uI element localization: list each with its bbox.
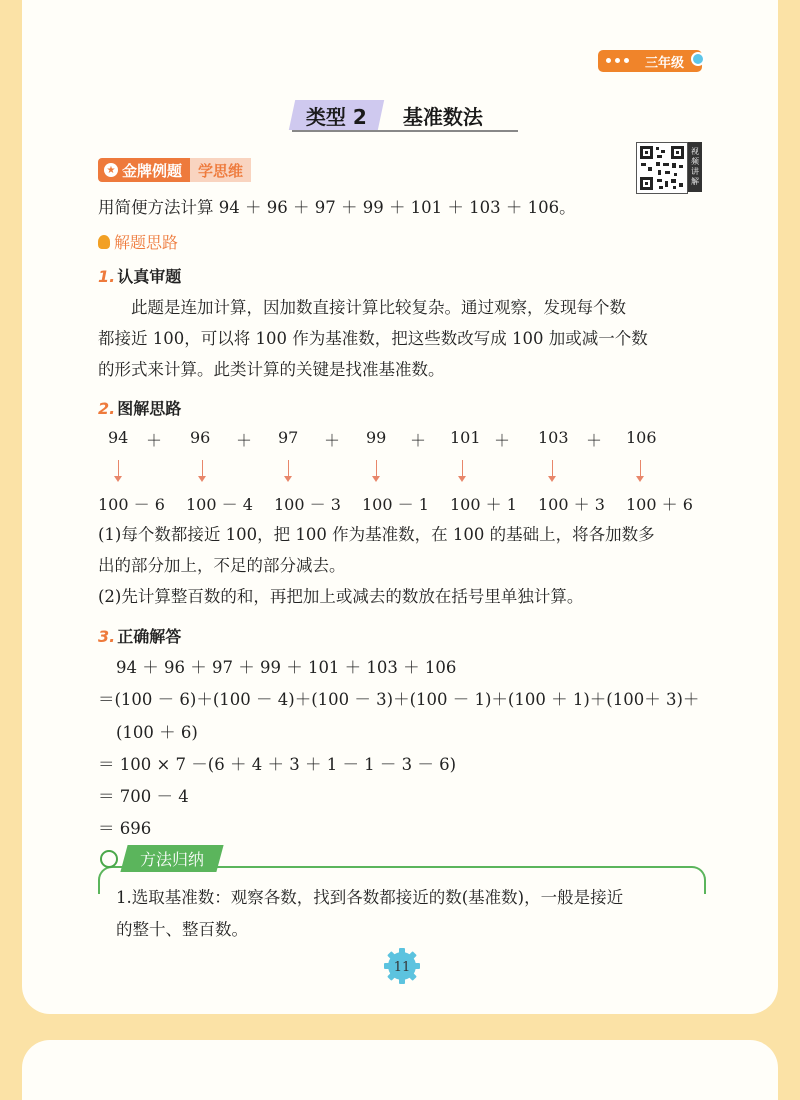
down-arrow-icon [202,460,203,480]
solution-line: ＝ 100 × 7 －(6 ＋ 4 ＋ 3 ＋ 1 － 1 － 3 － 6) [98,754,457,774]
badge-sub: 学思维 [190,158,251,182]
qr-code-icon[interactable] [636,142,688,194]
diagram-number: 101 [450,428,481,447]
plus-sign: ＋ [146,431,163,450]
step1-heading [98,264,181,287]
diagram-number: 94 [108,428,129,447]
diagram-notes [98,519,708,612]
method-line: 的整十、整百数。 [116,920,248,939]
video-explain-label: 视 频 讲 解 [688,142,702,192]
diagram-number: 97 [278,428,299,447]
section-title [292,100,483,130]
step1-line: 都接近 100，可以将 100 作为基准数，把这些数改写成 100 加或减一个数 [98,329,648,348]
solution [98,652,708,846]
diagram-expression: 100 ＋ 3 [538,495,605,514]
down-arrow-icon [640,460,641,480]
plus-sign: ＋ [410,431,427,450]
hint-heading [98,230,178,253]
step1-title: 认真审题 [117,267,182,286]
down-arrow-icon [462,460,463,480]
solution-line: ＝ 700 － 4 [98,787,189,807]
page-number-badge [382,946,422,986]
lightbulb-icon [98,235,110,249]
diagram-number: 96 [190,428,211,447]
dots-icon [606,58,629,63]
diagram-expression: 100 － 1 [362,495,429,514]
grade-tag [598,50,702,72]
step2-heading [98,396,181,419]
method-line: 1.选取基准数：观察各数，找到各数都接近的数(基准数)，一般是接近 [116,888,624,907]
step1-number: 1. [98,267,116,286]
step1-body [98,292,708,385]
step3-title: 正确解答 [117,627,182,646]
type-tag-label: 类型 2 [306,104,367,129]
down-arrow-icon [552,460,553,480]
next-page [22,1040,778,1100]
hint-label: 解题思路 [114,233,179,252]
note-line: (1)每个数都接近 100，把 100 作为基准数，在 100 的基础上，将各加数多 [98,525,655,544]
down-arrow-icon [288,460,289,480]
key-icon [100,850,118,868]
step2-number: 2. [98,399,116,418]
plus-sign: ＋ [586,431,603,450]
diagram-expression: 100 ＋ 6 [626,495,693,514]
plus-sign: ＋ [236,431,253,450]
diagram-number: 103 [538,428,569,447]
grade-label: 三年级 [644,55,684,71]
step1-line: 的形式来计算。此类计算的关键是找准基准数。 [98,360,445,379]
magnifier-icon [691,52,705,66]
problem-text: 用简便方法计算 94 ＋ 96 ＋ 97 ＋ 99 ＋ 101 ＋ 103 ＋ 106。 [98,198,576,217]
down-arrow-icon [376,460,377,480]
method-text [116,882,696,946]
medal-icon: ★ [104,163,118,177]
plus-sign: ＋ [324,431,341,450]
step3-number: 3. [98,627,116,646]
solution-line: (100 ＋ 6) [116,722,198,742]
diagram-expression: 100 － 3 [274,495,341,514]
example-badge [98,158,251,182]
solution-line: ＝ 696 [98,819,152,839]
diagram-expression: 100 ＋ 1 [450,495,517,514]
note-line: 出的部分加上，不足的部分减去。 [98,556,346,575]
note-line: (2)先计算整百数的和，再把加上或减去的数放在括号里单独计算。 [98,587,584,606]
down-arrow-icon [118,460,119,480]
diagram-number: 99 [366,428,387,447]
title-underline [292,130,518,132]
type-tag [289,100,384,130]
plus-sign: ＋ [494,431,511,450]
diagram-number: 106 [626,428,657,447]
page-number: 11 [393,960,411,975]
page-title: 基准数法 [402,104,483,129]
step3-heading [98,624,181,647]
diagram-expression: 100 － 6 [98,495,165,514]
diagram-numbers [98,428,708,452]
step2-title: 图解思路 [117,399,182,418]
solution-line: 94 ＋ 96 ＋ 97 ＋ 99 ＋ 101 ＋ 103 ＋ 106 [116,658,457,677]
solution-line: ＝(100 － 6)＋(100 － 4)＋(100 － 3)＋(100 － 1)＋(100 ＋ 1)＋(100＋ 3)＋ [98,690,700,710]
method-label: 方法归纳 [140,850,205,869]
method-tab [100,845,220,872]
badge-label: 金牌例题 [122,161,183,180]
diagram-expression: 100 － 4 [186,495,253,514]
step1-line: 此题是连加计算，因加数直接计算比较复杂。通过观察，发现每个数 [131,298,626,317]
